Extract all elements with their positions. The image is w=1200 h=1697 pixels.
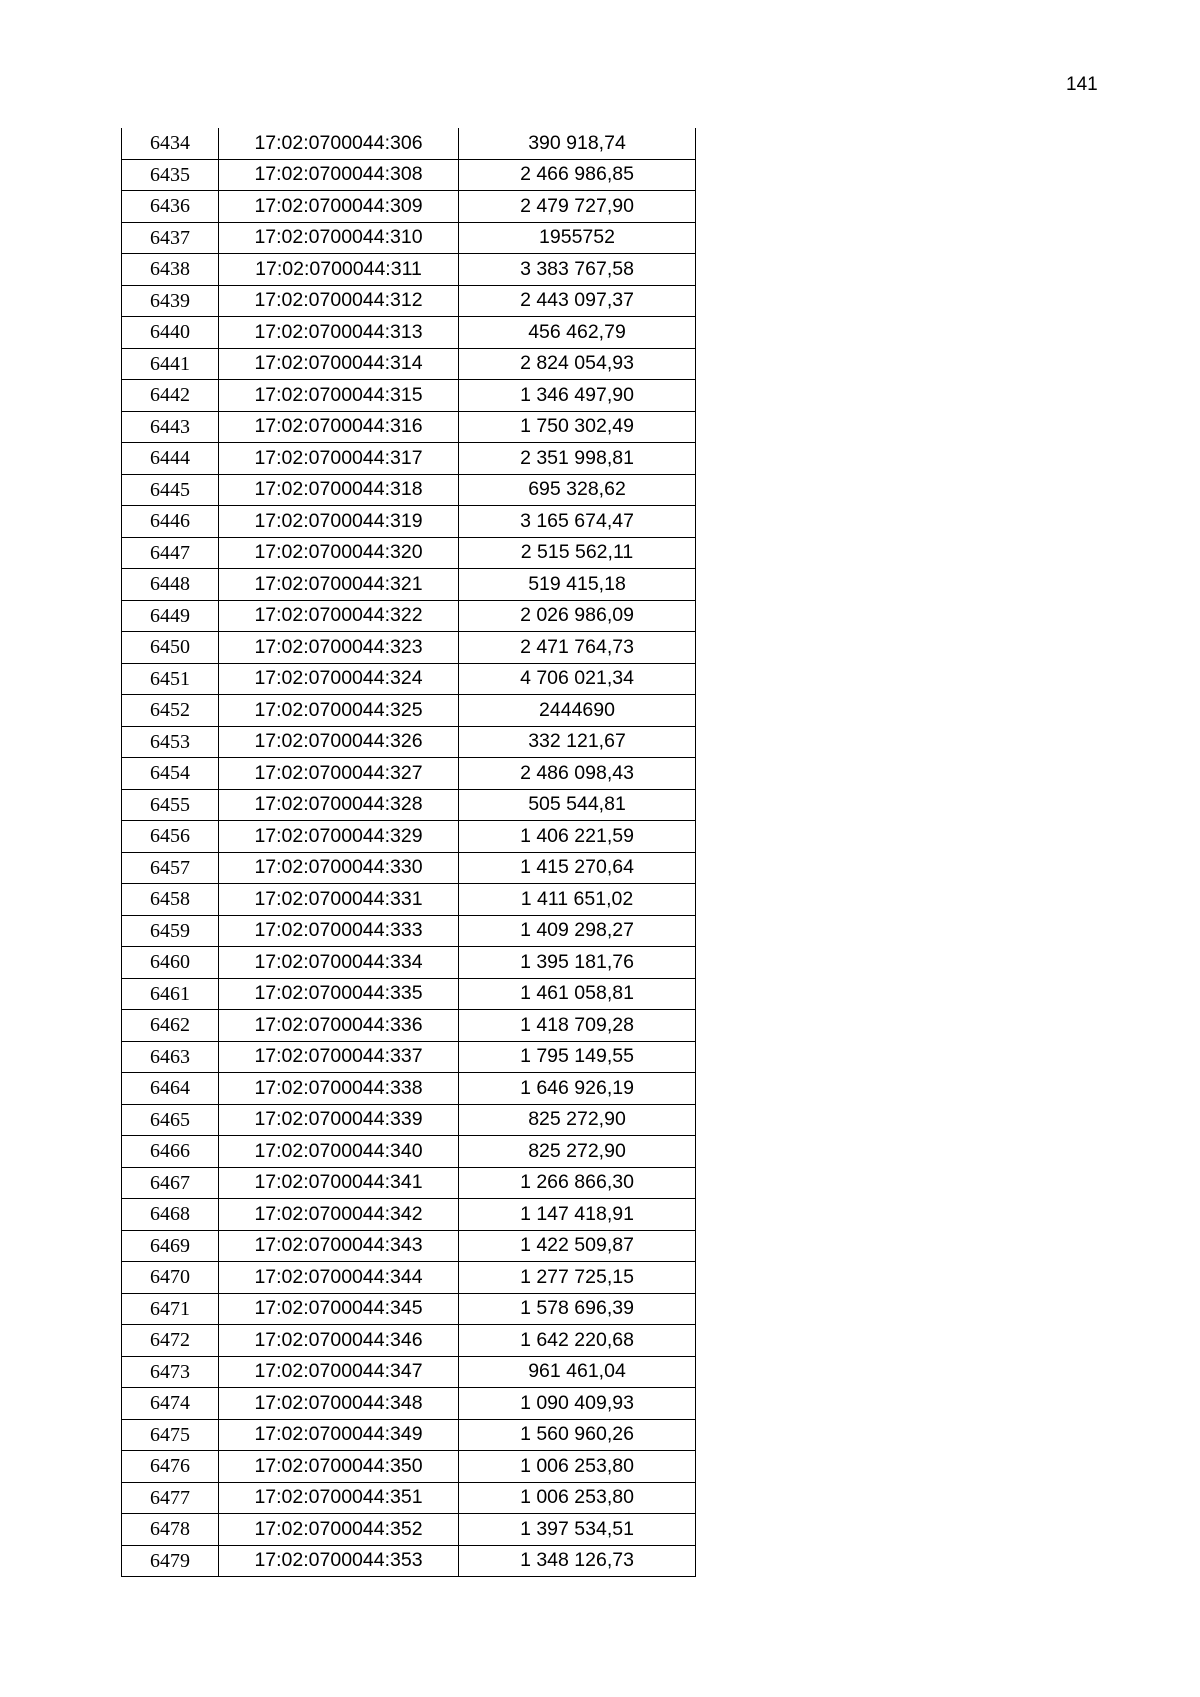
cadastral-value-cell: 1 395 181,76: [459, 947, 696, 979]
cadastral-number-cell: 17:02:0700044:326: [219, 726, 459, 758]
row-number-cell: 6456: [122, 821, 219, 853]
table-row: [122, 569, 696, 601]
row-number-cell: 6460: [122, 947, 219, 979]
row-number-cell: 6464: [122, 1073, 219, 1105]
row-number-cell: 6441: [122, 348, 219, 380]
row-number-cell: 6438: [122, 254, 219, 286]
cadastral-value-cell: 1 642 220,68: [459, 1325, 696, 1357]
cadastral-number-cell: 17:02:0700044:314: [219, 348, 459, 380]
cadastral-number-cell: 17:02:0700044:335: [219, 978, 459, 1010]
cadastral-number-cell: 17:02:0700044:317: [219, 443, 459, 475]
cadastral-number-cell: 17:02:0700044:322: [219, 600, 459, 632]
table-row: [122, 978, 696, 1010]
row-number-cell: 6466: [122, 1136, 219, 1168]
cadastral-number-cell: 17:02:0700044:330: [219, 852, 459, 884]
table-row: [122, 380, 696, 412]
table-row: [122, 1388, 696, 1420]
cadastral-number-cell: 17:02:0700044:327: [219, 758, 459, 790]
cadastral-value-cell: 519 415,18: [459, 569, 696, 601]
table-row: [122, 537, 696, 569]
row-number-cell: 6469: [122, 1230, 219, 1262]
row-number-cell: 6468: [122, 1199, 219, 1231]
row-number-cell: 6434: [122, 128, 219, 159]
table-row: [122, 1167, 696, 1199]
cadastral-value-cell: 505 544,81: [459, 789, 696, 821]
table-row: [122, 1073, 696, 1105]
cadastral-number-cell: 17:02:0700044:346: [219, 1325, 459, 1357]
cadastral-value-cell: 2 466 986,85: [459, 159, 696, 191]
cadastral-number-cell: 17:02:0700044:341: [219, 1167, 459, 1199]
cadastral-number-cell: 17:02:0700044:338: [219, 1073, 459, 1105]
cadastral-value-cell: 2 479 727,90: [459, 191, 696, 223]
cadastral-value-cell: 2 443 097,37: [459, 285, 696, 317]
table-row: [122, 1482, 696, 1514]
cadastral-number-cell: 17:02:0700044:352: [219, 1514, 459, 1546]
table-row: [122, 758, 696, 790]
table-row: [122, 789, 696, 821]
cadastral-number-cell: 17:02:0700044:308: [219, 159, 459, 191]
table-row: [122, 947, 696, 979]
row-number-cell: 6437: [122, 222, 219, 254]
cadastral-value-cell: 1 006 253,80: [459, 1451, 696, 1483]
cadastral-value-cell: 390 918,74: [459, 128, 696, 159]
table-row: [122, 348, 696, 380]
cadastral-value-cell: 2 486 098,43: [459, 758, 696, 790]
cadastral-value-cell: 1 409 298,27: [459, 915, 696, 947]
table-row: [122, 663, 696, 695]
table-row: [122, 1356, 696, 1388]
cadastral-value-table: [121, 128, 696, 1577]
cadastral-number-cell: 17:02:0700044:334: [219, 947, 459, 979]
cadastral-value-cell: 3 383 767,58: [459, 254, 696, 286]
cadastral-value-cell: 456 462,79: [459, 317, 696, 349]
table-row: [122, 1325, 696, 1357]
cadastral-number-cell: 17:02:0700044:331: [219, 884, 459, 916]
row-number-cell: 6462: [122, 1010, 219, 1042]
row-number-cell: 6442: [122, 380, 219, 412]
cadastral-value-cell: 1 415 270,64: [459, 852, 696, 884]
cadastral-value-cell: 4 706 021,34: [459, 663, 696, 695]
cadastral-number-cell: 17:02:0700044:313: [219, 317, 459, 349]
cadastral-value-cell: 1 348 126,73: [459, 1545, 696, 1577]
table-row: [122, 1293, 696, 1325]
table-row: [122, 600, 696, 632]
row-number-cell: 6479: [122, 1545, 219, 1577]
row-number-cell: 6478: [122, 1514, 219, 1546]
page-number: 141: [1066, 74, 1098, 95]
row-number-cell: 6461: [122, 978, 219, 1010]
row-number-cell: 6454: [122, 758, 219, 790]
cadastral-number-cell: 17:02:0700044:325: [219, 695, 459, 727]
table-body: [122, 128, 696, 1577]
cadastral-value-cell: 1 397 534,51: [459, 1514, 696, 1546]
cadastral-number-cell: 17:02:0700044:342: [219, 1199, 459, 1231]
cadastral-value-cell: 1 411 651,02: [459, 884, 696, 916]
row-number-cell: 6457: [122, 852, 219, 884]
table-row: [122, 1545, 696, 1577]
cadastral-value-cell: 961 461,04: [459, 1356, 696, 1388]
table-row: [122, 821, 696, 853]
cadastral-value-cell: 2 824 054,93: [459, 348, 696, 380]
cadastral-number-cell: 17:02:0700044:351: [219, 1482, 459, 1514]
table-row: [122, 254, 696, 286]
table-row: [122, 1514, 696, 1546]
cadastral-number-cell: 17:02:0700044:349: [219, 1419, 459, 1451]
table-row: [122, 1199, 696, 1231]
table-row: [122, 285, 696, 317]
row-number-cell: 6467: [122, 1167, 219, 1199]
cadastral-value-cell: 2 026 986,09: [459, 600, 696, 632]
cadastral-value-cell: 1 406 221,59: [459, 821, 696, 853]
row-number-cell: 6440: [122, 317, 219, 349]
cadastral-value-cell: 1 795 149,55: [459, 1041, 696, 1073]
cadastral-number-cell: 17:02:0700044:333: [219, 915, 459, 947]
cadastral-number-cell: 17:02:0700044:340: [219, 1136, 459, 1168]
cadastral-number-cell: 17:02:0700044:324: [219, 663, 459, 695]
row-number-cell: 6473: [122, 1356, 219, 1388]
cadastral-value-cell: 1 461 058,81: [459, 978, 696, 1010]
row-number-cell: 6477: [122, 1482, 219, 1514]
row-number-cell: 6476: [122, 1451, 219, 1483]
cadastral-number-cell: 17:02:0700044:339: [219, 1104, 459, 1136]
cadastral-value-cell: 1 560 960,26: [459, 1419, 696, 1451]
row-number-cell: 6463: [122, 1041, 219, 1073]
table-row: [122, 317, 696, 349]
row-number-cell: 6458: [122, 884, 219, 916]
row-number-cell: 6445: [122, 474, 219, 506]
table-row: [122, 443, 696, 475]
row-number-cell: 6436: [122, 191, 219, 223]
cadastral-value-cell: 1 090 409,93: [459, 1388, 696, 1420]
table-row: [122, 726, 696, 758]
cadastral-number-cell: 17:02:0700044:311: [219, 254, 459, 286]
cadastral-number-cell: 17:02:0700044:323: [219, 632, 459, 664]
cadastral-value-cell: 825 272,90: [459, 1136, 696, 1168]
cadastral-number-cell: 17:02:0700044:337: [219, 1041, 459, 1073]
cadastral-number-cell: 17:02:0700044:348: [219, 1388, 459, 1420]
table-row: [122, 1262, 696, 1294]
table-row: [122, 159, 696, 191]
cadastral-value-cell: 1 266 866,30: [459, 1167, 696, 1199]
cadastral-value-cell: 2 351 998,81: [459, 443, 696, 475]
cadastral-value-cell: 1 422 509,87: [459, 1230, 696, 1262]
cadastral-number-cell: 17:02:0700044:321: [219, 569, 459, 601]
cadastral-number-cell: 17:02:0700044:320: [219, 537, 459, 569]
table-row: [122, 884, 696, 916]
cadastral-number-cell: 17:02:0700044:329: [219, 821, 459, 853]
cadastral-value-cell: 2 471 764,73: [459, 632, 696, 664]
cadastral-number-cell: 17:02:0700044:306: [219, 128, 459, 159]
cadastral-value-cell: 1 006 253,80: [459, 1482, 696, 1514]
table-row: [122, 1230, 696, 1262]
cadastral-number-cell: 17:02:0700044:336: [219, 1010, 459, 1042]
cadastral-value-cell: 1 418 709,28: [459, 1010, 696, 1042]
cadastral-value-cell: 1 750 302,49: [459, 411, 696, 443]
row-number-cell: 6448: [122, 569, 219, 601]
cadastral-value-cell: 2 515 562,11: [459, 537, 696, 569]
row-number-cell: 6465: [122, 1104, 219, 1136]
row-number-cell: 6471: [122, 1293, 219, 1325]
row-number-cell: 6475: [122, 1419, 219, 1451]
table-row: [122, 191, 696, 223]
table-row: [122, 1136, 696, 1168]
row-number-cell: 6450: [122, 632, 219, 664]
table-row: [122, 474, 696, 506]
cadastral-value-cell: 332 121,67: [459, 726, 696, 758]
table-row: [122, 1041, 696, 1073]
table-row: [122, 506, 696, 538]
row-number-cell: 6474: [122, 1388, 219, 1420]
row-number-cell: 6447: [122, 537, 219, 569]
row-number-cell: 6470: [122, 1262, 219, 1294]
table-row: [122, 632, 696, 664]
cadastral-value-cell: 1955752: [459, 222, 696, 254]
cadastral-value-cell: 2444690: [459, 695, 696, 727]
cadastral-value-cell: 695 328,62: [459, 474, 696, 506]
table-row: [122, 1419, 696, 1451]
row-number-cell: 6452: [122, 695, 219, 727]
cadastral-value-cell: 1 578 696,39: [459, 1293, 696, 1325]
table-row: [122, 411, 696, 443]
row-number-cell: 6435: [122, 159, 219, 191]
row-number-cell: 6451: [122, 663, 219, 695]
row-number-cell: 6439: [122, 285, 219, 317]
row-number-cell: 6443: [122, 411, 219, 443]
row-number-cell: 6459: [122, 915, 219, 947]
cadastral-number-cell: 17:02:0700044:328: [219, 789, 459, 821]
cadastral-value-cell: 825 272,90: [459, 1104, 696, 1136]
cadastral-value-cell: 1 346 497,90: [459, 380, 696, 412]
cadastral-number-cell: 17:02:0700044:319: [219, 506, 459, 538]
cadastral-value-cell: 1 277 725,15: [459, 1262, 696, 1294]
table-row: [122, 852, 696, 884]
table-row: [122, 1104, 696, 1136]
cadastral-number-cell: 17:02:0700044:353: [219, 1545, 459, 1577]
table-row: [122, 915, 696, 947]
row-number-cell: 6455: [122, 789, 219, 821]
cadastral-number-cell: 17:02:0700044:350: [219, 1451, 459, 1483]
table-row: [122, 1010, 696, 1042]
row-number-cell: 6449: [122, 600, 219, 632]
table-row: [122, 1451, 696, 1483]
cadastral-number-cell: 17:02:0700044:310: [219, 222, 459, 254]
cadastral-number-cell: 17:02:0700044:316: [219, 411, 459, 443]
cadastral-value-cell: 3 165 674,47: [459, 506, 696, 538]
row-number-cell: 6446: [122, 506, 219, 538]
cadastral-value-cell: 1 147 418,91: [459, 1199, 696, 1231]
table-row: [122, 695, 696, 727]
cadastral-number-cell: 17:02:0700044:345: [219, 1293, 459, 1325]
cadastral-number-cell: 17:02:0700044:309: [219, 191, 459, 223]
table-row: [122, 222, 696, 254]
cadastral-number-cell: 17:02:0700044:344: [219, 1262, 459, 1294]
cadastral-number-cell: 17:02:0700044:312: [219, 285, 459, 317]
row-number-cell: 6444: [122, 443, 219, 475]
row-number-cell: 6472: [122, 1325, 219, 1357]
table-row: [122, 128, 696, 159]
row-number-cell: 6453: [122, 726, 219, 758]
cadastral-number-cell: 17:02:0700044:315: [219, 380, 459, 412]
cadastral-value-cell: 1 646 926,19: [459, 1073, 696, 1105]
cadastral-number-cell: 17:02:0700044:343: [219, 1230, 459, 1262]
cadastral-number-cell: 17:02:0700044:347: [219, 1356, 459, 1388]
cadastral-number-cell: 17:02:0700044:318: [219, 474, 459, 506]
